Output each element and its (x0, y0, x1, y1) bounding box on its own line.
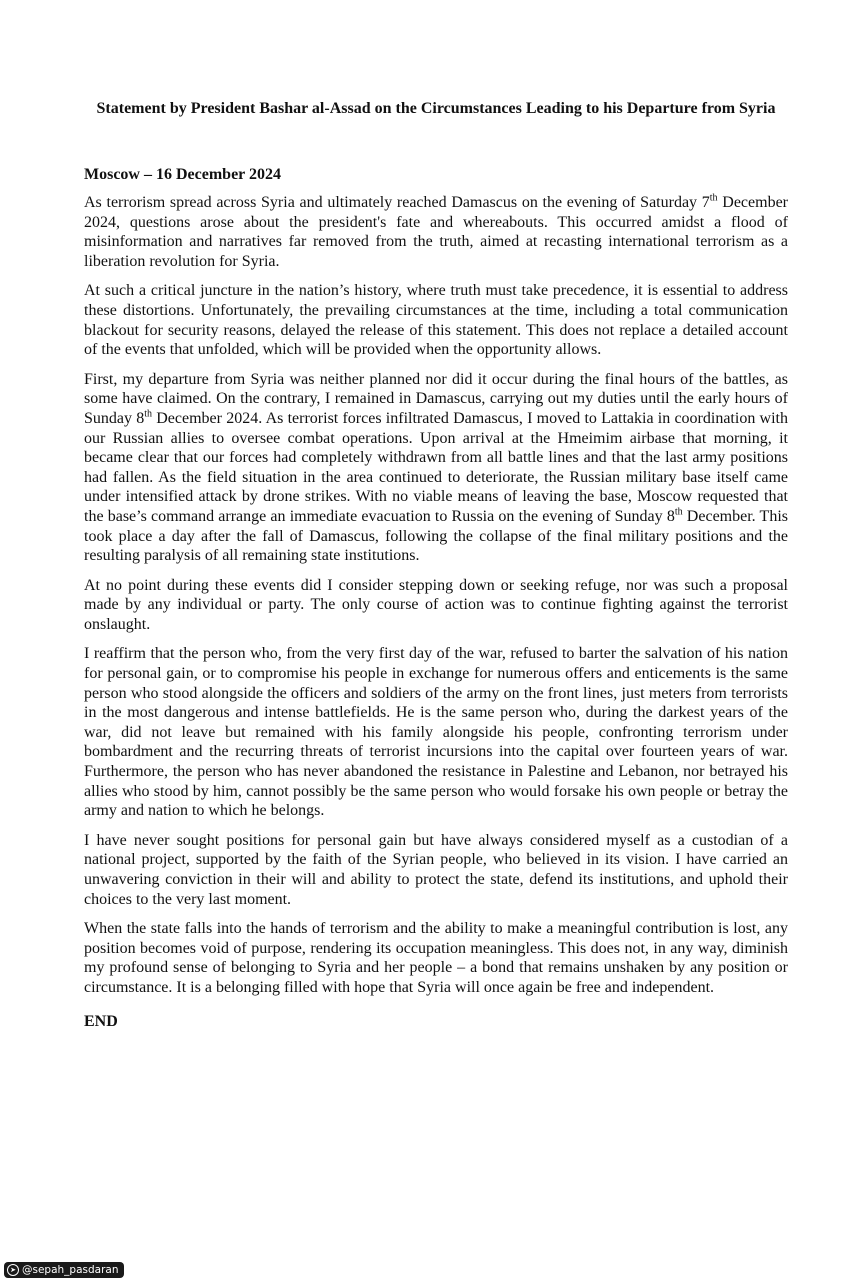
paragraph-4: At no point during these events did I consider stepping down or seeking refuge, nor was such a proposal made by any individual or party. The only course of action was to continue fighting against the terrorist onslaught. (84, 576, 788, 633)
paragraph-3 (84, 370, 788, 566)
superscript: th (144, 408, 153, 420)
document-title: Statement by President Bashar al-Assad on the Circumstances Leading to his Departure from Syria (96, 100, 776, 117)
paragraph-1 (84, 193, 788, 271)
superscript: th (709, 192, 718, 204)
document-page (84, 97, 788, 1041)
text: December. This took place a day after the fall of Damascus, following the collapse of the final military positions and the resulting paralysis of all remaining state institutions. (84, 507, 788, 565)
watermark-handle: @sepah_pasdaran (22, 1264, 119, 1276)
watermark (4, 1262, 124, 1278)
superscript: th (674, 506, 683, 518)
telegram-icon: ➤ (7, 1264, 19, 1276)
dateline: Moscow – 16 December 2024 (84, 166, 281, 183)
paragraph-7: When the state falls into the hands of terrorism and the ability to make a meaningful contribution is lost, any position becomes void of purpose, rendering its occupation meaningless. This does not, in any way, diminish my profound sense of belonging to Syria and her people – a bond that remains unshaken by any position or circumstance. It is a belonging filled with hope that Syria will once again be free and independent. (84, 920, 788, 996)
paragraph-2: At such a critical juncture in the nation’s history, where truth must take precedence, it is essential to address these distortions. Unfortunately, the prevailing circumstances at the time, including a total communication blackout for security reasons, delayed the release of this statement. This does not replace a detailed account of the events that unfolded, which will be provided when the opportunity allows. (84, 282, 788, 359)
text: December 2024, questions arose about the president's fate and whereabouts. This occurred amidst a flood of misinformation and narratives far removed from the truth, aimed at recasting international terrorism as a liberation revolution for Syria. (84, 194, 789, 270)
text: As terrorism spread across Syria and ultimately reached Damascus on the evening of Saturday 7 (84, 194, 710, 211)
text: December 2024. As terrorist forces infiltrated Damascus, I moved to Lattakia in coordination with our Russian allies to oversee combat operations. Upon arrival at the Hmeimim airbase that morning, it became clear that our forces had completely withdrawn from all battle lines and that the last army positions had fallen. As the field situation in the area continued to deteriorate, the Russian military base itself came under intensified attack by drone strikes. With no viable means of leaving the base, Moscow requested that the base’s command arrange an immediate evacuation to Russia on the evening of Sunday 8 (84, 409, 788, 525)
paragraph-5: I reaffirm that the person who, from the very first day of the war, refused to barter the salvation of his nation for personal gain, or to compromise his people in exchange for numerous offers and enticements is the same person who stood alongside the officers and soldiers of the army on the front lines, just meters from terrorists in the most dangerous and intense battlefields. He is the same person who, during the darkest years of the war, did not leave but remained with his family alongside his people, confronting terrorism under bombardment and the recurring threats of terrorist incursions into the capital over fourteen years of war. Furthermore, the person who has never abandoned the resistance in Palestine and Lebanon, nor betrayed his allies who stood by him, cannot possibly be the same person who would forsake his own people or betray the army and nation to which he belongs. (84, 645, 788, 820)
text: First, my departure from Syria was neither planned nor did it occur during the final hours of the battles, as some have claimed. On the contrary, I remained in Damascus, carrying out my duties until the early hours of Sunday 8 (84, 370, 788, 427)
end-marker: END (84, 1012, 118, 1030)
paragraph-6: I have never sought positions for personal gain but have always considered myself as a custodian of a national project, supported by the faith of the Syrian people, who believed in its vision. I have carried an unwavering conviction in their will and ability to protect the state, defend its institutions, and uphold their choices to the very last moment. (84, 831, 788, 908)
